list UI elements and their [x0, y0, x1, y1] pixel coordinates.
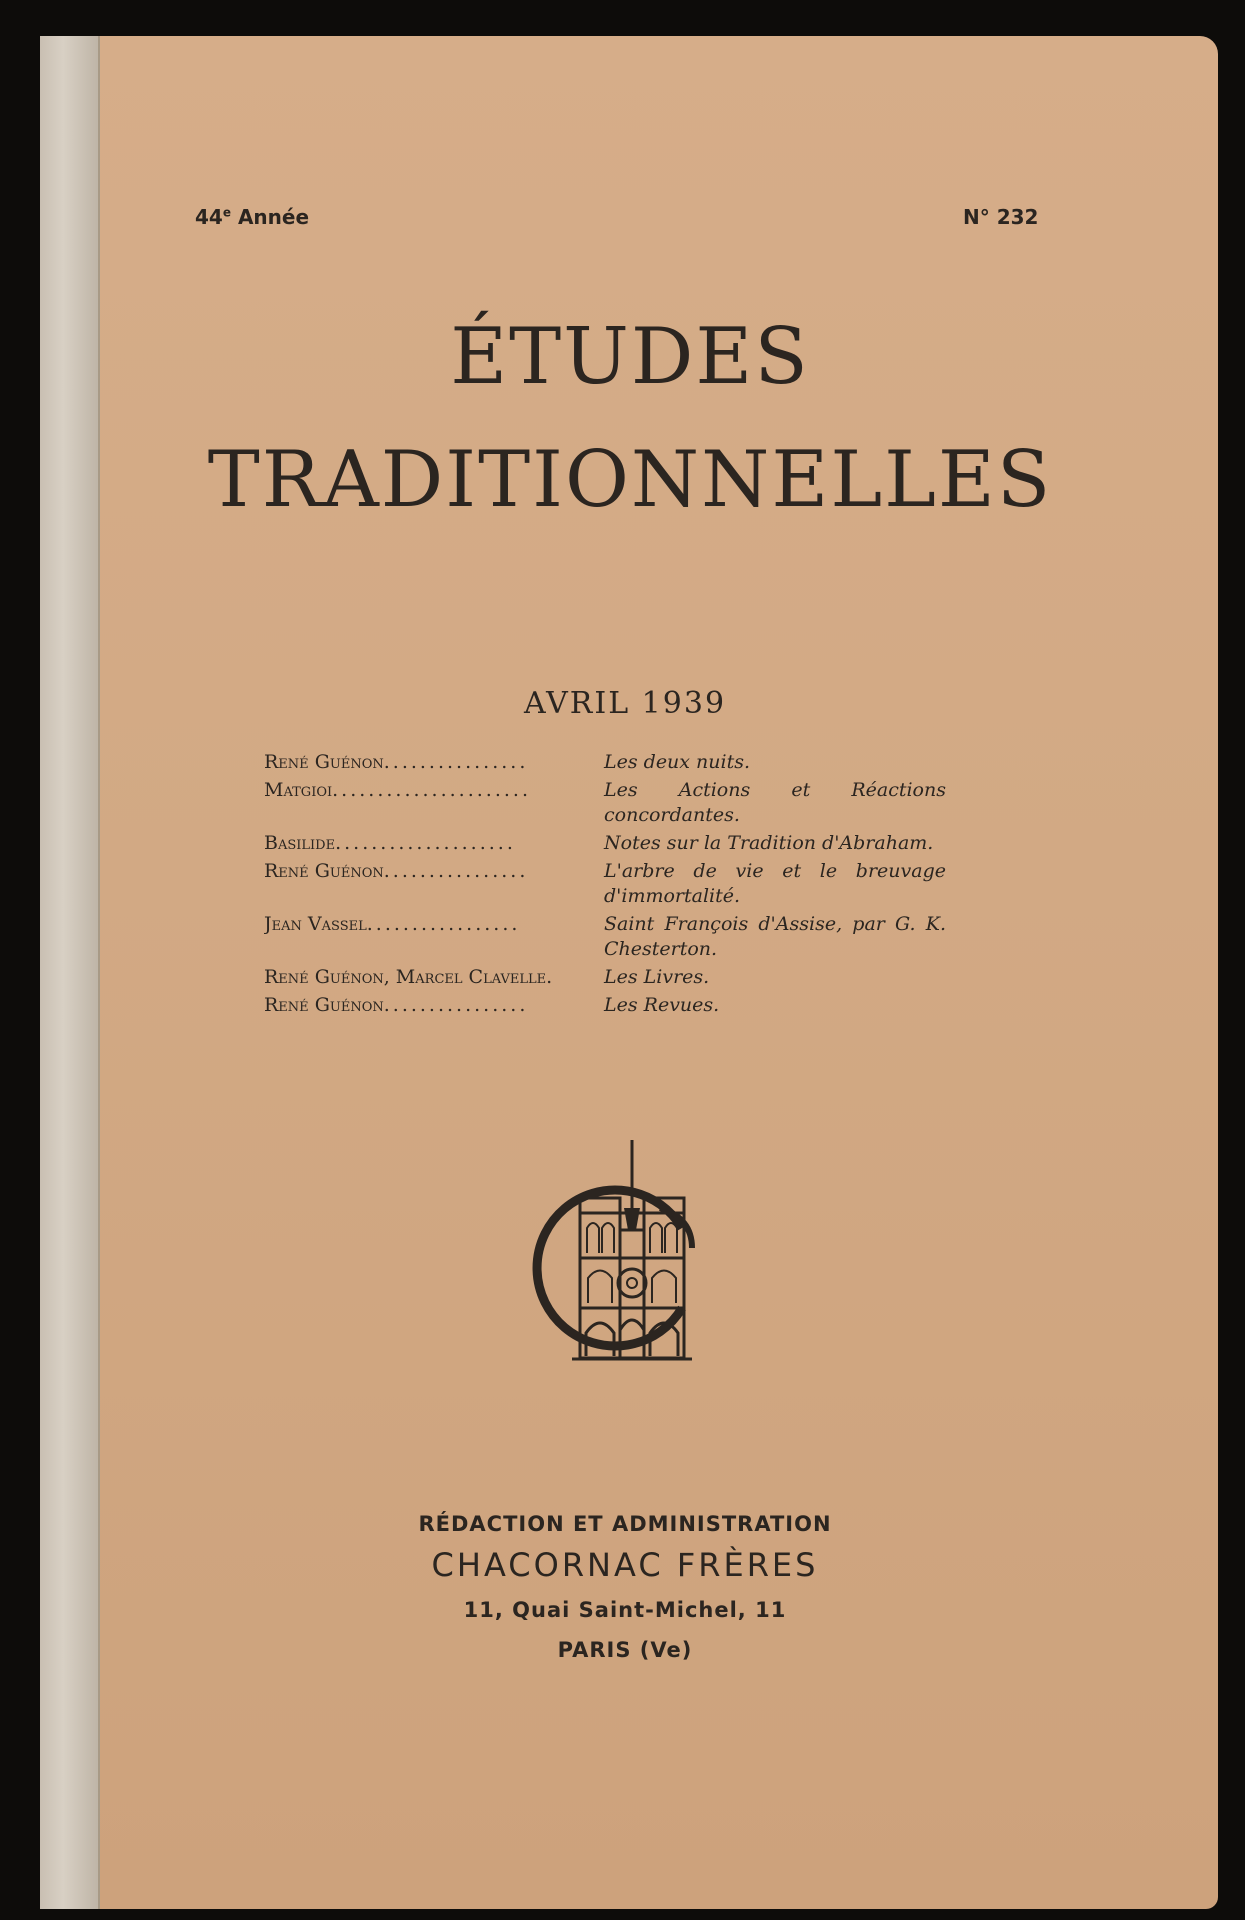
publisher-city: PARIS (Ve) [557, 1638, 693, 1662]
toc-leader: ................. [366, 913, 521, 935]
toc-article-title: Notes sur la Tradition d'Abraham. [604, 832, 934, 854]
toc-row [264, 750, 984, 775]
toc-article-title: Les Actions et Réactions concordantes. [604, 779, 946, 826]
toc-author: René Guénon [264, 860, 384, 882]
toc-leader: ................ [383, 994, 529, 1016]
toc-leader: ................ [383, 860, 529, 882]
toc-author: René Guénon [264, 751, 384, 773]
toc-article-title: Les Revues. [604, 994, 720, 1016]
publisher-line1: RÉDACTION ET ADMINISTRATION [418, 1512, 832, 1536]
toc-author: Jean Vassel [264, 913, 367, 935]
toc-leader: ...................... [332, 779, 531, 801]
toc-row [264, 859, 984, 909]
publisher-name: CHACORNAC FRÈRES [431, 1546, 819, 1584]
toc-author: Basilide [264, 832, 336, 854]
toc-row [264, 831, 984, 856]
toc-article-title: Les deux nuits. [604, 751, 751, 773]
journal-title-line2: TRADITIONNELLES [207, 435, 1053, 525]
toc-row [264, 912, 984, 962]
issue-date: AVRIL 1939 [523, 686, 727, 721]
issue-year-word: Année [237, 205, 310, 229]
publisher-address: 11, Quai Saint-Michel, 11 [463, 1598, 787, 1622]
issue-number: N° 232 [963, 205, 1039, 229]
toc-leader: ................ [383, 751, 529, 773]
toc-row [264, 993, 984, 1018]
table-of-contents [264, 750, 984, 1021]
publisher-cathedral-logo [532, 1138, 704, 1368]
toc-author: Matgioi [264, 779, 333, 801]
journal-title-line1: ÉTUDES [450, 312, 810, 402]
issue-year-suffix: e [222, 205, 231, 220]
toc-leader: .................... [335, 832, 516, 854]
toc-article-title: L'arbre de vie et le breuvage d'immortalité. [604, 860, 946, 907]
toc-article-title: Saint François d'Assise, par G. K. Chesterton. [604, 913, 946, 960]
toc-article-title: Les Livres. [604, 966, 710, 988]
toc-author: René Guénon, Marcel Clavelle. [264, 966, 553, 988]
cover-spine [40, 36, 100, 1909]
toc-author: René Guénon [264, 994, 384, 1016]
issue-year [195, 205, 309, 229]
issue-year-number: 44 [195, 205, 223, 229]
toc-row [264, 778, 984, 828]
toc-row [264, 965, 984, 990]
